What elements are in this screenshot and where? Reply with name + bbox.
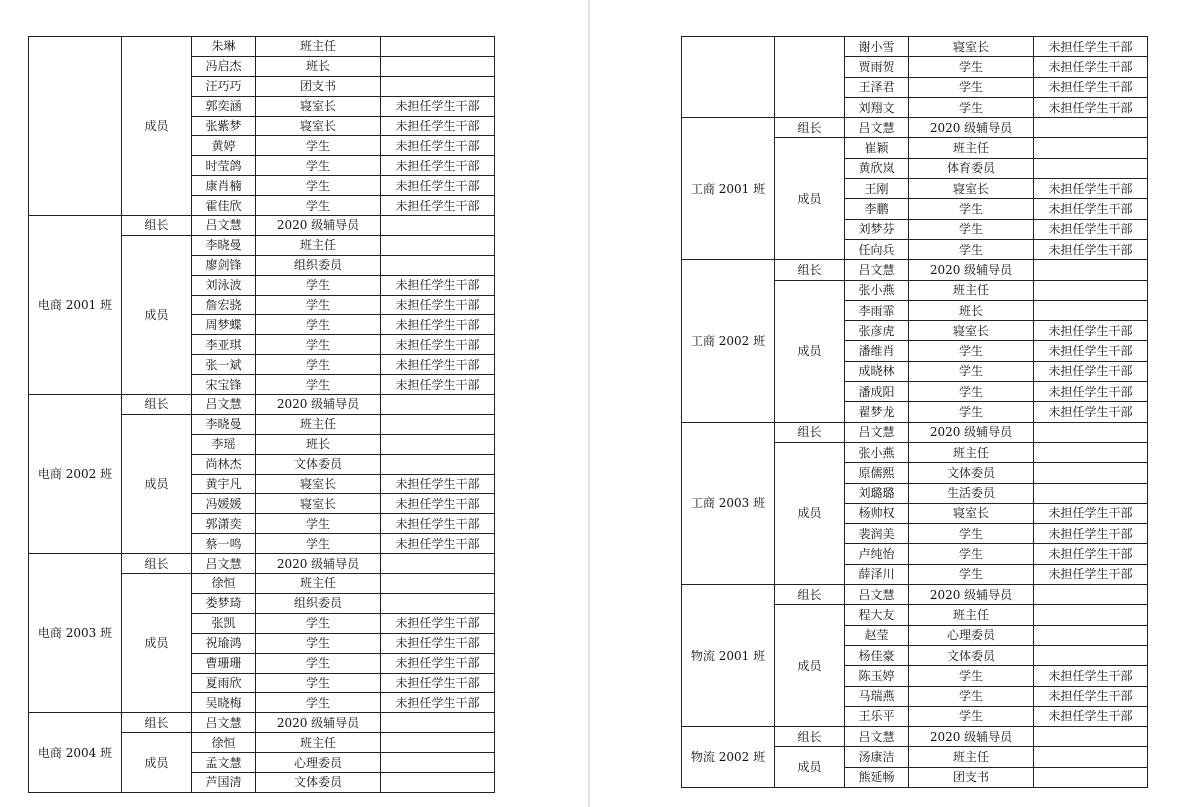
position-cell: 寝室长 [256,494,381,514]
person-name-cell: 时莹鸽 [192,156,256,176]
person-name-cell: 冯启杰 [192,56,256,76]
group-role-cell: 组长 [122,216,192,236]
position-cell: 学生 [256,693,381,713]
group-role-cell: 成员 [775,605,845,727]
position-cell: 学生 [909,219,1034,239]
position-cell: 寝室长 [256,116,381,136]
position-cell: 2020 级辅导员 [256,395,381,415]
group-role-cell: 组长 [122,395,192,415]
group-role-cell: 组长 [775,118,845,138]
person-name-cell: 康肖楠 [192,176,256,196]
person-name-cell: 陈玉婷 [845,666,909,686]
position-cell: 学生 [909,239,1034,259]
group-role-cell: 成员 [775,138,845,260]
position-cell: 文体委员 [909,463,1034,483]
person-name-cell: 李雨霏 [845,300,909,320]
person-name-cell: 薛泽川 [845,564,909,584]
position-cell: 学生 [256,176,381,196]
roster-table-left [28,36,495,793]
person-name-cell: 裴润美 [845,524,909,544]
document-page-left [0,0,588,807]
group-role-cell: 成员 [775,280,845,422]
position-cell: 学生 [256,633,381,653]
position-cell: 学生 [909,706,1034,726]
remark-cell [381,753,495,773]
position-cell: 文体委员 [256,454,381,474]
person-name-cell: 马瑞燕 [845,686,909,706]
person-name-cell: 朱琳 [192,37,256,57]
position-cell: 班主任 [909,747,1034,767]
remark-cell [381,713,495,733]
person-name-cell: 王乐平 [845,706,909,726]
person-name-cell: 谢小雪 [845,37,909,57]
person-name-cell: 刘泳波 [192,275,256,295]
position-cell: 学生 [256,673,381,693]
group-role-cell [775,37,845,118]
remark-cell: 未担任学生干部 [1034,544,1148,564]
position-cell: 生活委员 [909,483,1034,503]
position-cell: 班长 [909,300,1034,320]
remark-cell: 未担任学生干部 [381,116,495,136]
position-cell: 组织委员 [256,593,381,613]
remark-cell: 未担任学生干部 [381,633,495,653]
person-name-cell: 廖剑锋 [192,255,256,275]
remark-cell [381,216,495,236]
remark-cell: 未担任学生干部 [381,196,495,216]
remark-cell [1034,280,1148,300]
person-name-cell: 霍佳欣 [192,196,256,216]
remark-cell [1034,747,1148,767]
table-row [29,713,495,733]
remark-cell: 未担任学生干部 [381,673,495,693]
person-name-cell: 翟梦龙 [845,402,909,422]
remark-cell [381,454,495,474]
remark-cell: 未担任学生干部 [381,355,495,375]
person-name-cell: 黄宇凡 [192,474,256,494]
position-cell: 团支书 [256,76,381,96]
remark-cell [381,434,495,454]
position-cell: 学生 [909,382,1034,402]
remark-cell: 未担任学生干部 [1034,524,1148,544]
remark-cell: 未担任学生干部 [381,315,495,335]
position-cell: 学生 [256,613,381,633]
person-name-cell: 李晓曼 [192,235,256,255]
position-cell: 学生 [909,77,1034,97]
group-role-cell: 成员 [122,733,192,793]
person-name-cell: 李瑶 [192,434,256,454]
person-name-cell: 徐恒 [192,574,256,594]
position-cell: 寝室长 [909,321,1034,341]
remark-cell [1034,422,1148,442]
position-cell: 学生 [909,57,1034,77]
person-name-cell: 王刚 [845,179,909,199]
remark-cell: 未担任学生干部 [381,335,495,355]
position-cell: 学生 [909,524,1034,544]
remark-cell: 未担任学生干部 [381,693,495,713]
position-cell: 学生 [909,97,1034,117]
remark-cell [381,37,495,57]
person-name-cell: 任向兵 [845,239,909,259]
person-name-cell: 吕文慧 [192,554,256,574]
remark-cell [1034,463,1148,483]
remark-cell [1034,605,1148,625]
table-row [29,554,495,574]
position-cell: 班主任 [909,442,1034,462]
person-name-cell: 张一斌 [192,355,256,375]
position-cell: 寝室长 [256,96,381,116]
position-cell: 2020 级辅导员 [256,713,381,733]
table-row [682,37,1148,57]
group-role-cell: 组长 [775,260,845,280]
remark-cell: 未担任学生干部 [381,156,495,176]
position-cell: 心理委员 [256,753,381,773]
group-role-cell: 成员 [122,574,192,713]
person-name-cell: 贾雨贺 [845,57,909,77]
remark-cell: 未担任学生干部 [1034,219,1148,239]
person-name-cell: 蔡一鸣 [192,534,256,554]
remark-cell [1034,727,1148,747]
class-name-cell [682,37,775,118]
person-name-cell: 潘成阳 [845,382,909,402]
person-name-cell: 张小燕 [845,442,909,462]
group-role-cell: 组长 [122,554,192,574]
position-cell: 学生 [256,375,381,395]
remark-cell: 未担任学生干部 [381,534,495,554]
position-cell: 班主任 [256,733,381,753]
remark-cell: 未担任学生干部 [1034,686,1148,706]
remark-cell: 未担任学生干部 [381,494,495,514]
remark-cell [1034,138,1148,158]
position-cell: 学生 [909,686,1034,706]
person-name-cell: 黄欣岚 [845,158,909,178]
remark-cell: 未担任学生干部 [1034,361,1148,381]
remark-cell [381,772,495,792]
position-cell: 学生 [256,355,381,375]
position-cell: 文体委员 [256,772,381,792]
remark-cell [1034,625,1148,645]
table-row [682,422,1148,442]
person-name-cell: 原儒熙 [845,463,909,483]
person-name-cell: 吕文慧 [845,727,909,747]
remark-cell: 未担任学生干部 [381,295,495,315]
group-role-cell: 成员 [122,37,192,216]
person-name-cell: 张小燕 [845,280,909,300]
remark-cell [381,733,495,753]
position-cell: 学生 [256,335,381,355]
remark-cell [1034,483,1148,503]
group-role-cell: 成员 [775,747,845,788]
person-name-cell: 李亚琪 [192,335,256,355]
position-cell: 学生 [256,653,381,673]
remark-cell [1034,158,1148,178]
person-name-cell: 祝瑜鸿 [192,633,256,653]
position-cell: 团支书 [909,767,1034,787]
remark-cell: 未担任学生干部 [1034,503,1148,523]
person-name-cell: 潘维肖 [845,341,909,361]
group-role-cell: 组长 [775,585,845,605]
position-cell: 学生 [909,564,1034,584]
person-name-cell: 曹珊珊 [192,653,256,673]
person-name-cell: 冯媛媛 [192,494,256,514]
position-cell: 学生 [256,136,381,156]
remark-cell [381,414,495,434]
person-name-cell: 李鹏 [845,199,909,219]
person-name-cell: 郭奕涵 [192,96,256,116]
remark-cell [381,56,495,76]
person-name-cell: 吕文慧 [192,713,256,733]
remark-cell: 未担任学生干部 [1034,321,1148,341]
position-cell: 寝室长 [909,503,1034,523]
position-cell: 学生 [909,361,1034,381]
remark-cell: 未担任学生干部 [1034,179,1148,199]
remark-cell: 未担任学生干部 [1034,382,1148,402]
position-cell: 班长 [256,56,381,76]
table-row [29,37,495,57]
remark-cell [1034,260,1148,280]
person-name-cell: 张彦虎 [845,321,909,341]
position-cell: 班主任 [256,37,381,57]
person-name-cell: 崔颖 [845,138,909,158]
remark-cell: 未担任学生干部 [1034,239,1148,259]
remark-cell [381,574,495,594]
remark-cell: 未担任学生干部 [1034,564,1148,584]
group-role-cell: 组长 [775,727,845,747]
person-name-cell: 芦国清 [192,772,256,792]
remark-cell: 未担任学生干部 [381,375,495,395]
position-cell: 班主任 [909,280,1034,300]
remark-cell: 未担任学生干部 [381,653,495,673]
group-role-cell: 成员 [775,442,845,584]
remark-cell: 未担任学生干部 [381,474,495,494]
document-page-right [590,0,1183,807]
group-role-cell: 组长 [122,713,192,733]
person-name-cell: 吕文慧 [845,118,909,138]
position-cell: 体育委员 [909,158,1034,178]
person-name-cell: 吕文慧 [192,216,256,236]
person-name-cell: 黄婷 [192,136,256,156]
position-cell: 学生 [909,402,1034,422]
remark-cell [381,76,495,96]
remark-cell: 未担任学生干部 [381,275,495,295]
remark-cell [381,255,495,275]
position-cell: 学生 [256,275,381,295]
remark-cell [1034,442,1148,462]
remark-cell [1034,585,1148,605]
position-cell: 组织委员 [256,255,381,275]
class-name-cell: 工商 2002 班 [682,260,775,422]
person-name-cell: 宋宝锋 [192,375,256,395]
person-name-cell: 熊延畅 [845,767,909,787]
person-name-cell: 刘翔文 [845,97,909,117]
person-name-cell: 吕文慧 [845,260,909,280]
person-name-cell: 吕文慧 [192,395,256,415]
class-name-cell: 物流 2001 班 [682,585,775,727]
person-name-cell: 周梦蝶 [192,315,256,335]
class-name-cell: 电商 2001 班 [29,216,122,395]
position-cell: 2020 级辅导员 [909,585,1034,605]
remark-cell [381,593,495,613]
remark-cell [1034,118,1148,138]
remark-cell: 未担任学生干部 [381,96,495,116]
person-name-cell: 王泽君 [845,77,909,97]
position-cell: 学生 [909,199,1034,219]
person-name-cell: 杨帅权 [845,503,909,523]
person-name-cell: 孟文慧 [192,753,256,773]
remark-cell [381,235,495,255]
position-cell: 寝室长 [909,37,1034,57]
person-name-cell: 刘璐璐 [845,483,909,503]
remark-cell: 未担任学生干部 [1034,402,1148,422]
remark-cell: 未担任学生干部 [381,176,495,196]
class-name-cell: 电商 2004 班 [29,713,122,793]
person-name-cell: 成晓林 [845,361,909,381]
table-row [682,727,1148,747]
position-cell: 班主任 [256,235,381,255]
table-row [682,260,1148,280]
remark-cell [1034,767,1148,787]
remark-cell: 未担任学生干部 [1034,199,1148,219]
person-name-cell: 程大友 [845,605,909,625]
table-row [29,216,495,236]
position-cell: 班主任 [256,414,381,434]
position-cell: 寝室长 [256,474,381,494]
remark-cell: 未担任学生干部 [381,136,495,156]
class-name-cell: 电商 2002 班 [29,395,122,554]
position-cell: 学生 [909,544,1034,564]
person-name-cell: 徐恒 [192,733,256,753]
position-cell: 寝室长 [909,179,1034,199]
person-name-cell: 夏雨欣 [192,673,256,693]
position-cell: 心理委员 [909,625,1034,645]
position-cell: 学生 [256,295,381,315]
class-name-cell: 物流 2002 班 [682,727,775,788]
person-name-cell: 张紫梦 [192,116,256,136]
position-cell: 学生 [909,341,1034,361]
class-name-cell: 工商 2003 班 [682,422,775,584]
person-name-cell: 卢纯怡 [845,544,909,564]
position-cell: 2020 级辅导员 [909,422,1034,442]
position-cell: 班主任 [909,605,1034,625]
person-name-cell: 吕文慧 [845,422,909,442]
table-row [29,395,495,415]
person-name-cell: 詹宏骁 [192,295,256,315]
person-name-cell: 赵莹 [845,625,909,645]
position-cell: 学生 [256,534,381,554]
remark-cell: 未担任学生干部 [381,514,495,534]
position-cell: 2020 级辅导员 [909,260,1034,280]
person-name-cell: 张凯 [192,613,256,633]
person-name-cell: 汪巧巧 [192,76,256,96]
position-cell: 学生 [256,156,381,176]
person-name-cell: 吕文慧 [845,585,909,605]
position-cell: 班主任 [909,138,1034,158]
remark-cell: 未担任学生干部 [1034,97,1148,117]
remark-cell [1034,300,1148,320]
remark-cell: 未担任学生干部 [381,613,495,633]
position-cell: 文体委员 [909,645,1034,665]
person-name-cell: 娄梦琦 [192,593,256,613]
roster-table-right [681,36,1148,788]
remark-cell: 未担任学生干部 [1034,77,1148,97]
class-name-cell: 工商 2001 班 [682,118,775,260]
position-cell: 2020 级辅导员 [909,118,1034,138]
remark-cell: 未担任学生干部 [1034,341,1148,361]
remark-cell: 未担任学生干部 [1034,37,1148,57]
position-cell: 2020 级辅导员 [256,554,381,574]
group-role-cell: 组长 [775,422,845,442]
position-cell: 学生 [909,666,1034,686]
person-name-cell: 刘梦芬 [845,219,909,239]
position-cell: 学生 [256,196,381,216]
position-cell: 2020 级辅导员 [909,727,1034,747]
person-name-cell: 吴晓梅 [192,693,256,713]
person-name-cell: 杨佳豪 [845,645,909,665]
remark-cell: 未担任学生干部 [1034,666,1148,686]
class-name-cell [29,37,122,216]
remark-cell [381,554,495,574]
person-name-cell: 尚林杰 [192,454,256,474]
position-cell: 2020 级辅导员 [256,216,381,236]
class-name-cell: 电商 2003 班 [29,554,122,713]
person-name-cell: 郭潇奕 [192,514,256,534]
position-cell: 班长 [256,434,381,454]
table-row [682,118,1148,138]
position-cell: 学生 [256,315,381,335]
group-role-cell: 成员 [122,414,192,553]
position-cell: 学生 [256,514,381,534]
position-cell: 班主任 [256,574,381,594]
person-name-cell: 汤康洁 [845,747,909,767]
person-name-cell: 李晓曼 [192,414,256,434]
group-role-cell: 成员 [122,235,192,394]
table-row [682,585,1148,605]
remark-cell [1034,645,1148,665]
remark-cell: 未担任学生干部 [1034,57,1148,77]
remark-cell [381,395,495,415]
remark-cell: 未担任学生干部 [1034,706,1148,726]
